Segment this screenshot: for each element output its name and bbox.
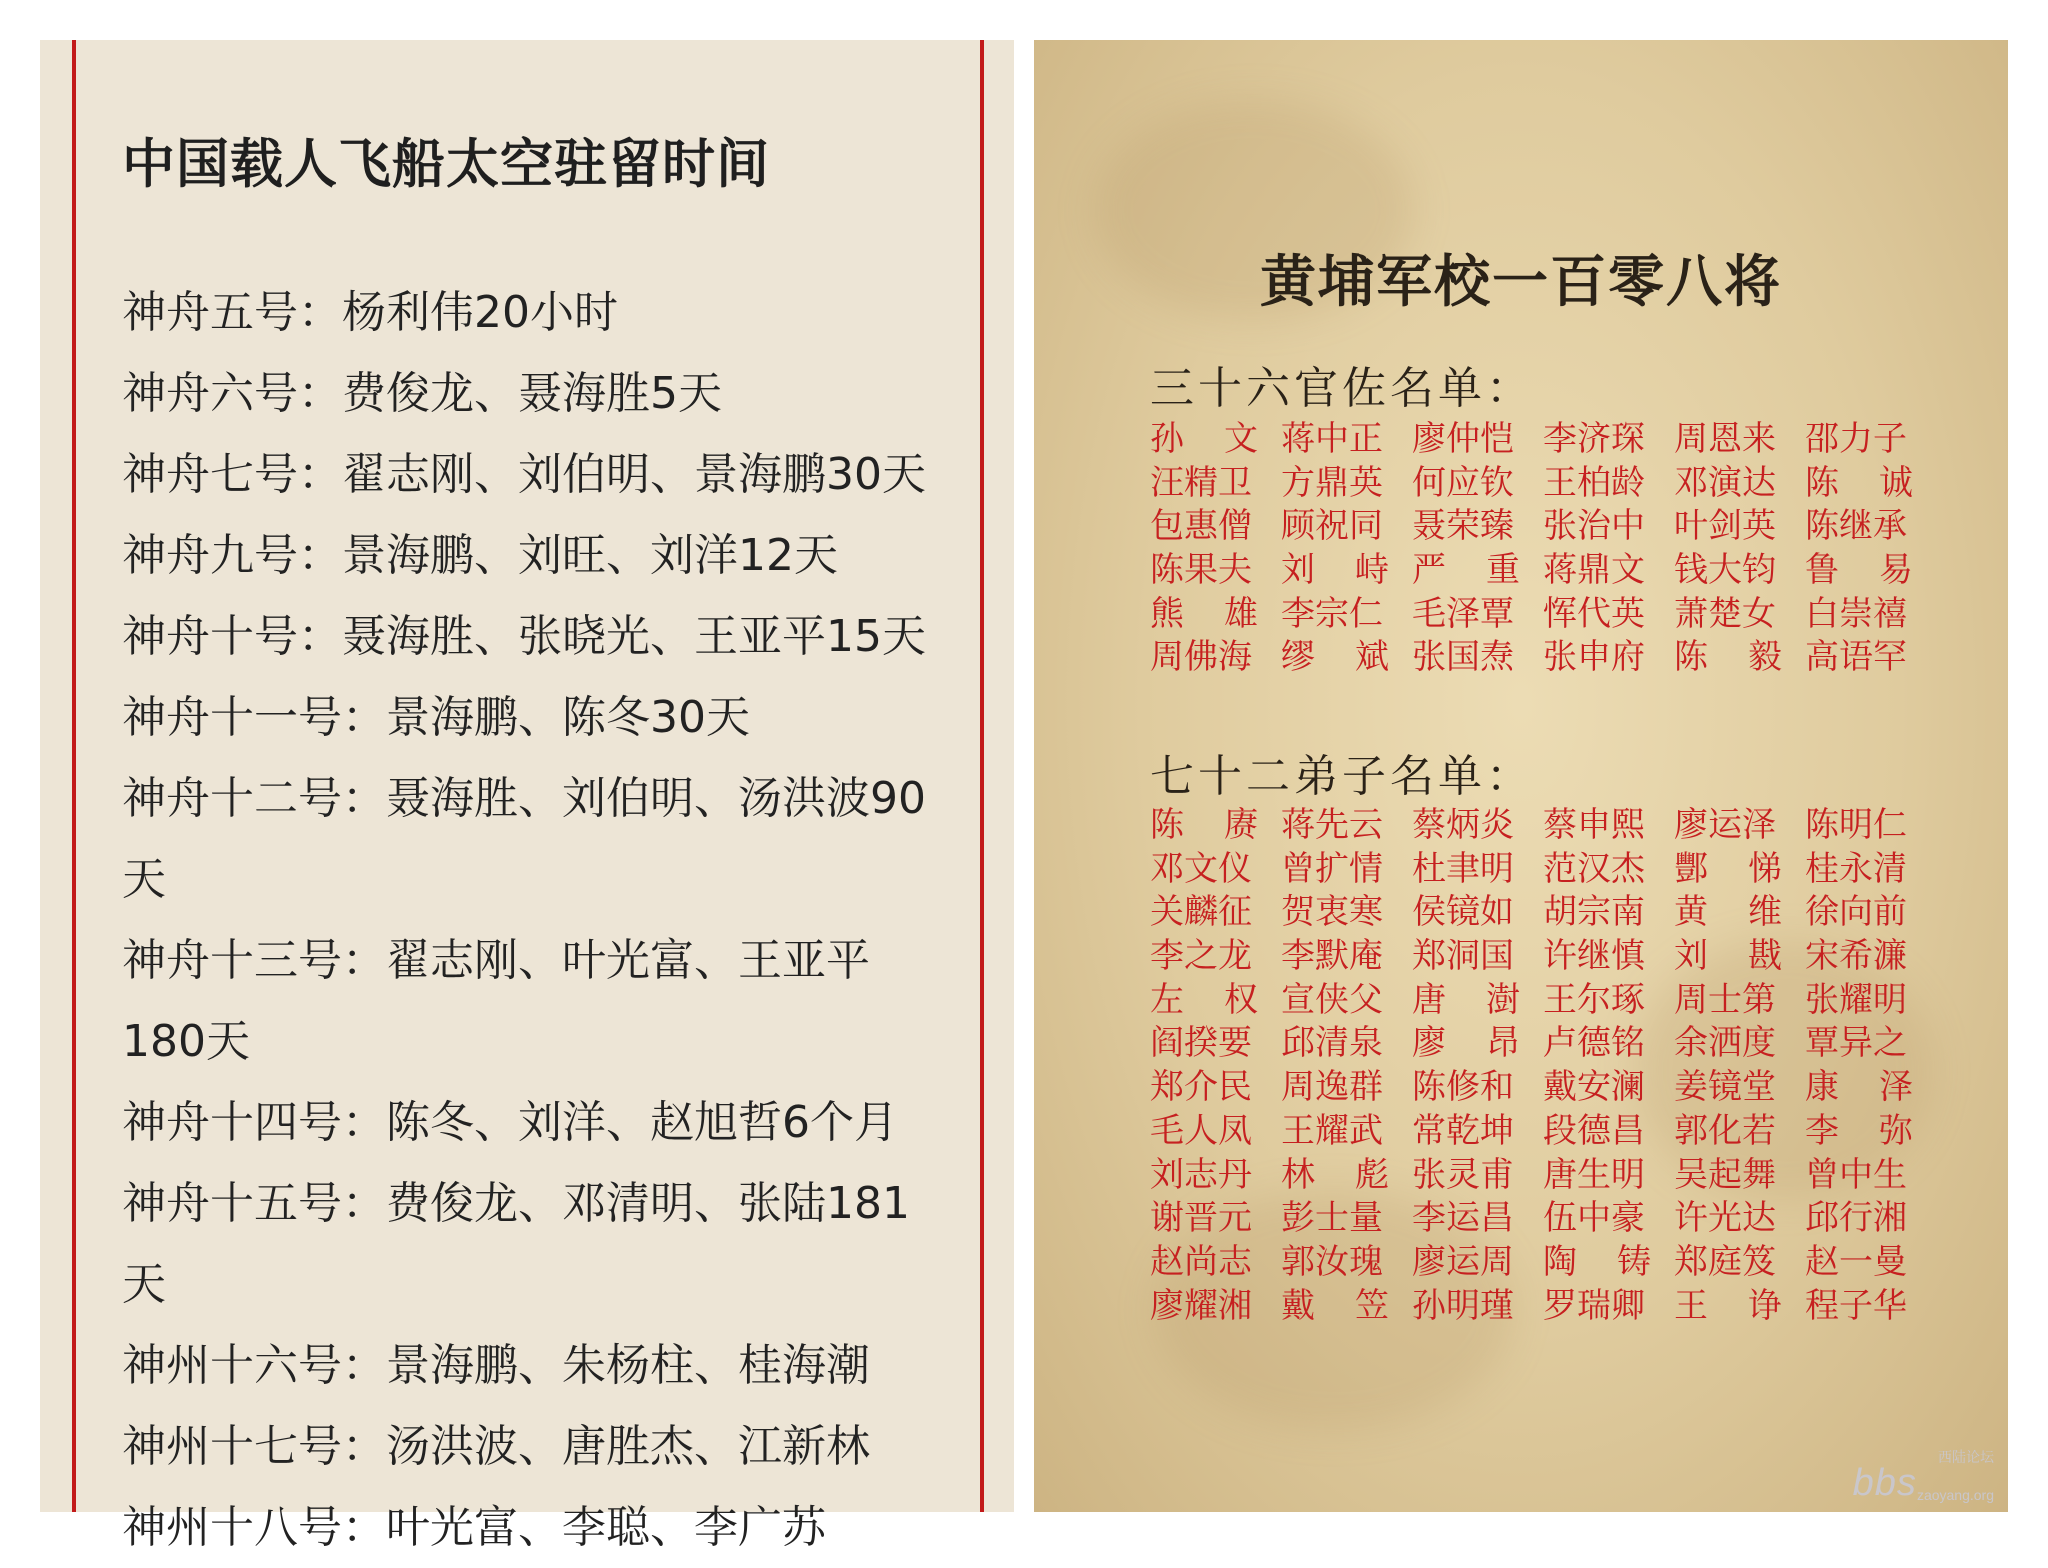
mission-line: 神舟十一号：景海鹏、陈冬30天 xyxy=(122,692,750,743)
disciple-name: 许继慎 xyxy=(1543,936,1645,977)
disciple-name: 覃异之 xyxy=(1805,1023,1907,1064)
disciple-name: 蔡炳炎 xyxy=(1412,805,1514,845)
left-panel xyxy=(40,40,1014,1553)
section-heading-officers: 三十六官佐名单： xyxy=(1150,363,1534,414)
right-panel xyxy=(1034,40,2008,1512)
disciple-name: 卢德铭 xyxy=(1543,1023,1645,1064)
disciple-name: 廖耀湘 xyxy=(1150,1285,1252,1326)
disciple-name: 余洒度 xyxy=(1674,1023,1776,1064)
disciple-name: 侯镜如 xyxy=(1412,892,1514,933)
officer-name: 叶剑英 xyxy=(1674,506,1776,547)
disciple-name: 周逸群 xyxy=(1281,1067,1383,1108)
disciple-name: 陈修和 xyxy=(1412,1067,1514,1108)
right-title: 黄埔军校一百零八将 xyxy=(1260,250,1782,315)
mission-list xyxy=(122,272,962,1568)
disciple-name: 周士第 xyxy=(1674,979,1776,1020)
disciple-name: 谢晋元 xyxy=(1150,1198,1252,1239)
disciples-name-grid xyxy=(1150,804,1936,1328)
mission-line: 神州十八号：叶光富、李聪、李广苏 xyxy=(122,1502,826,1553)
left-title: 中国载人飞船太空驻留时间 xyxy=(122,134,770,195)
disciple-name: 伍中豪 xyxy=(1543,1198,1645,1239)
disciple-name: 曾扩情 xyxy=(1281,848,1383,889)
disciple-name: 蒋先云 xyxy=(1281,805,1383,845)
disciple-name: 王 诤 xyxy=(1674,1285,1782,1326)
disciple-name: 李运昌 xyxy=(1412,1198,1514,1239)
mission-line: 神舟十四号：陈冬、刘洋、赵旭哲6个月 xyxy=(122,1097,898,1148)
officer-name: 毛泽覃 xyxy=(1412,593,1514,634)
officer-name: 邓演达 xyxy=(1674,462,1776,503)
disciple-name: 段德昌 xyxy=(1543,1110,1645,1151)
disciple-name: 陶 铸 xyxy=(1543,1241,1651,1282)
mission-line: 神舟十二号：聂海胜、刘伯明、汤洪波90 xyxy=(122,773,926,824)
disciple-name: 程子华 xyxy=(1805,1285,1907,1326)
disciple-name: 胡宗南 xyxy=(1543,892,1645,933)
right-red-rule xyxy=(980,40,984,1512)
disciple-name: 陈明仁 xyxy=(1805,805,1907,845)
officer-name: 何应钦 xyxy=(1412,462,1514,503)
mission-line: 神舟十号：聂海胜、张晓光、王亚平15天 xyxy=(122,611,926,662)
disciple-name: 桂永清 xyxy=(1805,848,1907,889)
disciple-name: 刘志丹 xyxy=(1150,1154,1252,1195)
disciple-name: 陈 赓 xyxy=(1150,805,1258,845)
officer-name: 周恩来 xyxy=(1674,419,1776,459)
disciple-name: 邱行湘 xyxy=(1805,1198,1907,1239)
officer-name: 缪 斌 xyxy=(1281,637,1389,678)
officer-name: 严 重 xyxy=(1412,550,1520,591)
disciple-name: 廖运泽 xyxy=(1674,805,1776,845)
disciple-name: 彭士量 xyxy=(1281,1198,1383,1239)
disciple-name: 廖运周 xyxy=(1412,1241,1514,1282)
officer-name: 白崇禧 xyxy=(1805,593,1907,634)
officer-name: 包惠僧 xyxy=(1150,506,1252,547)
watermark-bottom-text: zaoyang.org xyxy=(1916,1487,1994,1503)
disciple-name: 孙明瑾 xyxy=(1412,1285,1514,1326)
section-heading-disciples: 七十二弟子名单： xyxy=(1150,751,1534,802)
officer-name: 蒋鼎文 xyxy=(1543,550,1645,591)
disciple-name: 郑洞国 xyxy=(1412,936,1514,977)
disciple-name: 李 弥 xyxy=(1805,1110,1913,1151)
officers-name-grid xyxy=(1150,418,1936,680)
officer-name: 钱大钧 xyxy=(1674,550,1776,591)
disciple-name: 邓文仪 xyxy=(1150,848,1252,889)
disciple-name: 蔡申熙 xyxy=(1543,805,1645,845)
officer-name: 高语罕 xyxy=(1805,637,1907,678)
officer-name: 聂荣臻 xyxy=(1412,506,1514,547)
disciple-name: 郭化若 xyxy=(1674,1110,1776,1151)
officer-name: 李宗仁 xyxy=(1281,593,1383,634)
officer-name: 李济琛 xyxy=(1543,419,1645,459)
disciple-name: 黄 维 xyxy=(1674,892,1782,933)
disciple-name: 张耀明 xyxy=(1805,979,1907,1020)
disciple-name: 许光达 xyxy=(1674,1198,1776,1239)
officer-name: 顾祝同 xyxy=(1281,506,1383,547)
disciple-name: 刘 戡 xyxy=(1674,936,1782,977)
disciple-name: 酆 悌 xyxy=(1674,848,1782,889)
mission-line: 神州十七号：汤洪波、唐胜杰、江新林 xyxy=(122,1421,870,1472)
disciple-name: 左 权 xyxy=(1150,979,1258,1020)
mission-line: 天 xyxy=(122,854,166,905)
watermark-big-text: bbs xyxy=(1852,1462,1917,1504)
disciple-name: 林 彪 xyxy=(1281,1154,1389,1195)
officer-name: 张国焘 xyxy=(1412,637,1514,678)
disciple-name: 王耀武 xyxy=(1281,1110,1383,1151)
watermark-logo xyxy=(1853,1450,1994,1502)
disciple-name: 唐 澍 xyxy=(1412,979,1520,1020)
mission-line: 180天 xyxy=(122,1016,250,1067)
mission-line: 神舟九号：景海鹏、刘旺、刘洋12天 xyxy=(122,530,838,581)
disciple-name: 徐向前 xyxy=(1805,892,1907,933)
disciple-name: 郭汝瑰 xyxy=(1281,1241,1383,1282)
officer-name: 方鼎英 xyxy=(1281,462,1383,503)
officer-name: 陈继承 xyxy=(1805,506,1907,547)
officer-name: 陈 诚 xyxy=(1805,462,1913,503)
disciple-name: 常乾坤 xyxy=(1412,1110,1514,1151)
disciple-name: 戴 笠 xyxy=(1281,1285,1389,1326)
disciple-name: 唐生明 xyxy=(1543,1154,1645,1195)
disciple-name: 赵尚志 xyxy=(1150,1241,1252,1282)
mission-line: 神舟七号：翟志刚、刘伯明、景海鹏30天 xyxy=(122,449,926,500)
officer-name: 周佛海 xyxy=(1150,637,1252,678)
disciple-name: 宣侠父 xyxy=(1281,979,1383,1020)
officer-name: 陈果夫 xyxy=(1150,550,1252,591)
disciple-name: 毛人凤 xyxy=(1150,1110,1252,1151)
mission-line: 神舟十五号：费俊龙、邓清明、张陆181 xyxy=(122,1178,910,1229)
disciple-name: 赵一曼 xyxy=(1805,1241,1907,1282)
disciple-name: 宋希濂 xyxy=(1805,936,1907,977)
officer-name: 王柏龄 xyxy=(1543,462,1645,503)
disciple-name: 戴安澜 xyxy=(1543,1067,1645,1108)
mission-line: 神舟六号：费俊龙、聂海胜5天 xyxy=(122,368,722,419)
officer-name: 刘 峙 xyxy=(1281,550,1389,591)
officer-name: 孙 文 xyxy=(1150,419,1258,459)
officer-name: 蒋中正 xyxy=(1281,419,1383,459)
officer-name: 陈 毅 xyxy=(1674,637,1782,678)
mission-line: 天 xyxy=(122,1259,166,1310)
officer-name: 汪精卫 xyxy=(1150,462,1252,503)
left-red-rule xyxy=(72,40,76,1512)
officer-name: 张申府 xyxy=(1543,637,1645,678)
officer-name: 熊 雄 xyxy=(1150,593,1258,634)
disciple-name: 邱清泉 xyxy=(1281,1023,1383,1064)
disciple-name: 郑庭笈 xyxy=(1674,1241,1776,1282)
disciple-name: 阎揆要 xyxy=(1150,1023,1252,1064)
officer-name: 廖仲恺 xyxy=(1412,419,1514,459)
disciple-name: 关麟征 xyxy=(1150,892,1252,933)
disciple-name: 曾中生 xyxy=(1805,1154,1907,1195)
disciple-name: 李之龙 xyxy=(1150,936,1252,977)
watermark-top-text: 西陆论坛 xyxy=(1938,1449,1994,1465)
officer-name: 萧楚女 xyxy=(1674,593,1776,634)
disciple-name: 郑介民 xyxy=(1150,1067,1252,1108)
disciple-name: 贺衷寒 xyxy=(1281,892,1383,933)
mission-line: 神舟十三号：翟志刚、叶光富、王亚平 xyxy=(122,935,870,986)
disciple-name: 李默庵 xyxy=(1281,936,1383,977)
officer-name: 恽代英 xyxy=(1543,593,1645,634)
disciple-name: 杜聿明 xyxy=(1412,848,1514,889)
disciple-name: 张灵甫 xyxy=(1412,1154,1514,1195)
mission-line: 神州十六号：景海鹏、朱杨柱、桂海潮 xyxy=(122,1340,870,1391)
officer-name: 张治中 xyxy=(1543,506,1645,547)
disciple-name: 吴起舞 xyxy=(1674,1154,1776,1195)
disciple-name: 罗瑞卿 xyxy=(1543,1285,1645,1326)
officer-name: 鲁 易 xyxy=(1805,550,1913,591)
disciple-name: 康 泽 xyxy=(1805,1067,1913,1108)
disciple-name: 姜镜堂 xyxy=(1674,1067,1776,1108)
disciple-name: 范汉杰 xyxy=(1543,848,1645,889)
mission-line: 神舟五号：杨利伟20小时 xyxy=(122,287,618,338)
disciple-name: 王尔琢 xyxy=(1543,979,1645,1020)
officer-name: 邵力子 xyxy=(1805,419,1907,459)
disciple-name: 廖 昂 xyxy=(1412,1023,1520,1064)
